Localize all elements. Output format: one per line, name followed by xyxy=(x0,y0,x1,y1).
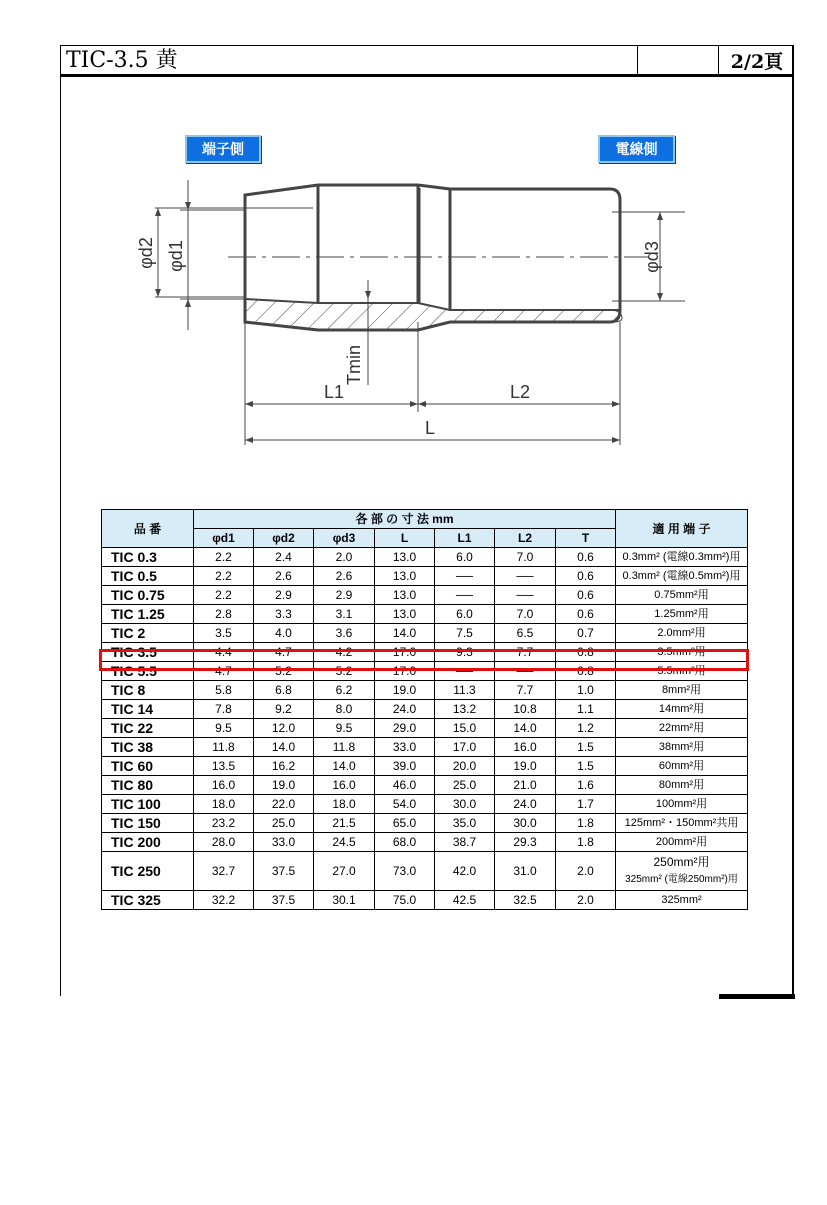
product-name-cell: TIC 0.5 xyxy=(102,567,194,586)
cell-L1: ── xyxy=(435,662,495,681)
sleeve-drawing xyxy=(120,160,700,460)
product-name-cell: TIC 0.3 xyxy=(102,548,194,567)
product-name-cell: TIC 325 xyxy=(102,891,194,910)
cell-L: 29.0 xyxy=(375,719,435,738)
applicable-terminal-cell: 2.0mm²用 xyxy=(616,624,748,643)
cell-T: 0.8 xyxy=(556,643,616,662)
cell-L1: ── xyxy=(435,567,495,586)
cell-L1: 38.7 xyxy=(435,833,495,852)
product-name-cell: TIC 200 xyxy=(102,833,194,852)
applicable-line: 250mm²用 xyxy=(653,855,710,869)
frame-right-border xyxy=(792,45,794,996)
terminal-side-badge: 端子側 xyxy=(185,135,261,163)
cell-T: 0.6 xyxy=(556,548,616,567)
cell-L1: 9.3 xyxy=(435,643,495,662)
applicable-terminal-cell: 100mm²用 xyxy=(616,795,748,814)
table-row xyxy=(102,891,748,910)
cell-L: 73.0 xyxy=(375,852,435,891)
highlight-box xyxy=(99,649,749,671)
cell-T: 2.0 xyxy=(556,852,616,891)
applicable-line: 325mm² (電線250mm²)用 xyxy=(625,874,738,885)
cell-d1: 23.2 xyxy=(194,814,254,833)
cell-d1: 18.0 xyxy=(194,795,254,814)
product-name-cell: TIC 3.5 xyxy=(102,643,194,662)
applicable-terminal-cell: 22mm²用 xyxy=(616,719,748,738)
cell-d2: 2.9 xyxy=(254,586,314,605)
applicable-terminal-cell: 200mm²用 xyxy=(616,833,748,852)
column-header: L1 xyxy=(435,529,495,548)
cell-L: 17.0 xyxy=(375,643,435,662)
cell-d2: 6.8 xyxy=(254,681,314,700)
applicable-terminal-cell xyxy=(616,852,748,891)
cell-d2: 37.5 xyxy=(254,891,314,910)
cell-L1: 6.0 xyxy=(435,548,495,567)
table-row xyxy=(102,776,748,795)
cell-T: 1.8 xyxy=(556,814,616,833)
table-row xyxy=(102,605,748,624)
cell-d2: 25.0 xyxy=(254,814,314,833)
cell-L: 33.0 xyxy=(375,738,435,757)
table-row xyxy=(102,738,748,757)
cell-L1: 6.0 xyxy=(435,605,495,624)
table-row xyxy=(102,548,748,567)
page-number: 2/2頁 xyxy=(730,51,784,73)
cell-L2: ── xyxy=(495,662,556,681)
cell-d3: 5.2 xyxy=(314,662,375,681)
cell-L: 13.0 xyxy=(375,548,435,567)
cell-L: 13.0 xyxy=(375,605,435,624)
cell-T: 0.7 xyxy=(556,624,616,643)
frame-left-border xyxy=(60,45,61,996)
cell-L1: ── xyxy=(435,586,495,605)
cell-d3: 16.0 xyxy=(314,776,375,795)
cell-d2: 3.3 xyxy=(254,605,314,624)
cell-d1: 11.8 xyxy=(194,738,254,757)
product-name-cell: TIC 150 xyxy=(102,814,194,833)
table-row xyxy=(102,624,748,643)
cell-d3: 2.6 xyxy=(314,567,375,586)
applicable-terminal-cell: 1.25mm²用 xyxy=(616,605,748,624)
product-name-cell: TIC 0.75 xyxy=(102,586,194,605)
product-name-cell: TIC 2 xyxy=(102,624,194,643)
cell-L1: 20.0 xyxy=(435,757,495,776)
cell-L: 75.0 xyxy=(375,891,435,910)
cell-L: 65.0 xyxy=(375,814,435,833)
cell-T: 0.8 xyxy=(556,662,616,681)
d3-label: φd3 xyxy=(642,241,662,273)
product-name-cell: TIC 80 xyxy=(102,776,194,795)
cell-d2: 12.0 xyxy=(254,719,314,738)
table-row xyxy=(102,833,748,852)
cell-d2: 2.6 xyxy=(254,567,314,586)
cell-d2: 5.2 xyxy=(254,662,314,681)
cell-T: 0.6 xyxy=(556,605,616,624)
applicable-terminal-cell: 125mm²・150mm²共用 xyxy=(616,814,748,833)
column-header: φd2 xyxy=(254,529,314,548)
cell-d3: 30.1 xyxy=(314,891,375,910)
cell-d2: 4.0 xyxy=(254,624,314,643)
cell-L2: 21.0 xyxy=(495,776,556,795)
cell-L1: 13.2 xyxy=(435,700,495,719)
applicable-terminal-cell: 0.75mm²用 xyxy=(616,586,748,605)
table-row xyxy=(102,757,748,776)
cell-L: 24.0 xyxy=(375,700,435,719)
cell-L1: 17.0 xyxy=(435,738,495,757)
cell-L: 14.0 xyxy=(375,624,435,643)
cell-d2: 9.2 xyxy=(254,700,314,719)
cell-d1: 3.5 xyxy=(194,624,254,643)
cell-L: 19.0 xyxy=(375,681,435,700)
header-cell-divider xyxy=(718,45,719,75)
cell-d3: 11.8 xyxy=(314,738,375,757)
d1-label: φd1 xyxy=(166,240,186,272)
cell-T: 0.6 xyxy=(556,567,616,586)
cell-T: 1.7 xyxy=(556,795,616,814)
cell-d1: 4.7 xyxy=(194,662,254,681)
cell-L2: 24.0 xyxy=(495,795,556,814)
cell-T: 1.5 xyxy=(556,757,616,776)
table-row xyxy=(102,852,748,891)
spec-table-body xyxy=(102,548,748,910)
wire-side-badge: 電線側 xyxy=(598,135,675,163)
cell-L2: ── xyxy=(495,586,556,605)
cell-d3: 18.0 xyxy=(314,795,375,814)
document-title: TIC-3.5 黄 xyxy=(66,48,178,73)
cell-L2: 31.0 xyxy=(495,852,556,891)
column-header: φd1 xyxy=(194,529,254,548)
l-label: L xyxy=(424,418,436,438)
cell-d1: 2.2 xyxy=(194,586,254,605)
cell-d1: 16.0 xyxy=(194,776,254,795)
cell-d1: 4.4 xyxy=(194,643,254,662)
cell-d3: 8.0 xyxy=(314,700,375,719)
cell-L2: 16.0 xyxy=(495,738,556,757)
cell-d1: 5.8 xyxy=(194,681,254,700)
cell-L: 17.0 xyxy=(375,662,435,681)
column-header: L xyxy=(375,529,435,548)
applicable-terminal-cell: 3.5mm²用 xyxy=(616,643,748,662)
cell-d3: 6.2 xyxy=(314,681,375,700)
l1-label: L1 xyxy=(323,382,345,402)
table-row xyxy=(102,700,748,719)
applicable-terminal-cell: 5.5mm²用 xyxy=(616,662,748,681)
cell-d3: 9.5 xyxy=(314,719,375,738)
cell-d3: 3.6 xyxy=(314,624,375,643)
tmin-label: Tmin xyxy=(344,345,364,385)
product-name-cell: TIC 8 xyxy=(102,681,194,700)
cell-L1: 30.0 xyxy=(435,795,495,814)
header-cell-divider xyxy=(637,45,638,75)
cell-L2: 29.3 xyxy=(495,833,556,852)
cell-T: 1.5 xyxy=(556,738,616,757)
cell-d2: 16.2 xyxy=(254,757,314,776)
product-name-cell: TIC 38 xyxy=(102,738,194,757)
cell-d2: 4.7 xyxy=(254,643,314,662)
product-name-cell: TIC 14 xyxy=(102,700,194,719)
applicable-terminal-cell: 60mm²用 xyxy=(616,757,748,776)
column-header: φd3 xyxy=(314,529,375,548)
cell-L2: 7.7 xyxy=(495,681,556,700)
cell-T: 1.1 xyxy=(556,700,616,719)
cell-L: 46.0 xyxy=(375,776,435,795)
cell-d3: 24.5 xyxy=(314,833,375,852)
cell-L2: 14.0 xyxy=(495,719,556,738)
cell-d3: 21.5 xyxy=(314,814,375,833)
cell-L2: 6.5 xyxy=(495,624,556,643)
table-row xyxy=(102,814,748,833)
table-row xyxy=(102,681,748,700)
cell-L2: 19.0 xyxy=(495,757,556,776)
cell-L: 54.0 xyxy=(375,795,435,814)
cell-T: 0.6 xyxy=(556,586,616,605)
cell-L2: 32.5 xyxy=(495,891,556,910)
product-name-cell: TIC 250 xyxy=(102,852,194,891)
cell-d3: 2.9 xyxy=(314,586,375,605)
cell-d2: 37.5 xyxy=(254,852,314,891)
cell-L2: 30.0 xyxy=(495,814,556,833)
cell-d1: 2.2 xyxy=(194,567,254,586)
applicable-terminal-cell: 38mm²用 xyxy=(616,738,748,757)
cell-d1: 7.8 xyxy=(194,700,254,719)
product-name-cell: TIC 5.5 xyxy=(102,662,194,681)
applicable-terminal-cell: 14mm²用 xyxy=(616,700,748,719)
column-header: T xyxy=(556,529,616,548)
cell-d2: 22.0 xyxy=(254,795,314,814)
cell-d1: 28.0 xyxy=(194,833,254,852)
cell-d1: 32.7 xyxy=(194,852,254,891)
cell-T: 1.8 xyxy=(556,833,616,852)
spec-table xyxy=(101,509,748,910)
cell-L1: 7.5 xyxy=(435,624,495,643)
cell-L: 68.0 xyxy=(375,833,435,852)
cell-d3: 2.0 xyxy=(314,548,375,567)
cell-L: 13.0 xyxy=(375,586,435,605)
cell-T: 1.2 xyxy=(556,719,616,738)
cell-L2: ── xyxy=(495,567,556,586)
product-name-cell: TIC 100 xyxy=(102,795,194,814)
cell-d3: 3.1 xyxy=(314,605,375,624)
table-row xyxy=(102,567,748,586)
cell-L: 39.0 xyxy=(375,757,435,776)
cell-L1: 15.0 xyxy=(435,719,495,738)
applicable-terminal-cell: 80mm²用 xyxy=(616,776,748,795)
product-name-cell: TIC 22 xyxy=(102,719,194,738)
product-name-cell: TIC 60 xyxy=(102,757,194,776)
cell-d2: 14.0 xyxy=(254,738,314,757)
cell-d1: 2.8 xyxy=(194,605,254,624)
l2-label: L2 xyxy=(509,382,531,402)
applicable-terminal-cell: 325mm² xyxy=(616,891,748,910)
cell-T: 1.6 xyxy=(556,776,616,795)
table-row xyxy=(102,795,748,814)
cell-L2: 10.8 xyxy=(495,700,556,719)
cell-d1: 32.2 xyxy=(194,891,254,910)
applicable-terminal-cell: 8mm²用 xyxy=(616,681,748,700)
header-divider xyxy=(60,75,794,77)
cell-d2: 2.4 xyxy=(254,548,314,567)
cell-L1: 42.5 xyxy=(435,891,495,910)
d2-label: φd2 xyxy=(136,237,156,269)
cell-L1: 42.0 xyxy=(435,852,495,891)
product-name-cell: TIC 1.25 xyxy=(102,605,194,624)
cell-T: 1.0 xyxy=(556,681,616,700)
column-header: L2 xyxy=(495,529,556,548)
cell-d1: 13.5 xyxy=(194,757,254,776)
cell-L1: 25.0 xyxy=(435,776,495,795)
cell-d3: 4.2 xyxy=(314,643,375,662)
table-row xyxy=(102,719,748,738)
header-dimensions: 各 部 の 寸 法 mm xyxy=(194,510,616,529)
cell-L2: 7.0 xyxy=(495,548,556,567)
cell-d1: 2.2 xyxy=(194,548,254,567)
cell-L: 13.0 xyxy=(375,567,435,586)
header-product: 品 番 xyxy=(102,510,194,548)
applicable-terminal-cell: 0.3mm² (電線0.5mm²)用 xyxy=(616,567,748,586)
cell-d1: 9.5 xyxy=(194,719,254,738)
bottom-bar xyxy=(719,994,795,999)
cell-d2: 19.0 xyxy=(254,776,314,795)
cell-d2: 33.0 xyxy=(254,833,314,852)
cell-L2: 7.7 xyxy=(495,643,556,662)
cell-L1: 11.3 xyxy=(435,681,495,700)
applicable-terminal-cell: 0.3mm² (電線0.3mm²)用 xyxy=(616,548,748,567)
cell-L1: 35.0 xyxy=(435,814,495,833)
table-row xyxy=(102,586,748,605)
cell-d3: 27.0 xyxy=(314,852,375,891)
cell-d3: 14.0 xyxy=(314,757,375,776)
cell-L2: 7.0 xyxy=(495,605,556,624)
header-applicable: 適 用 端 子 xyxy=(616,510,748,548)
cell-T: 2.0 xyxy=(556,891,616,910)
